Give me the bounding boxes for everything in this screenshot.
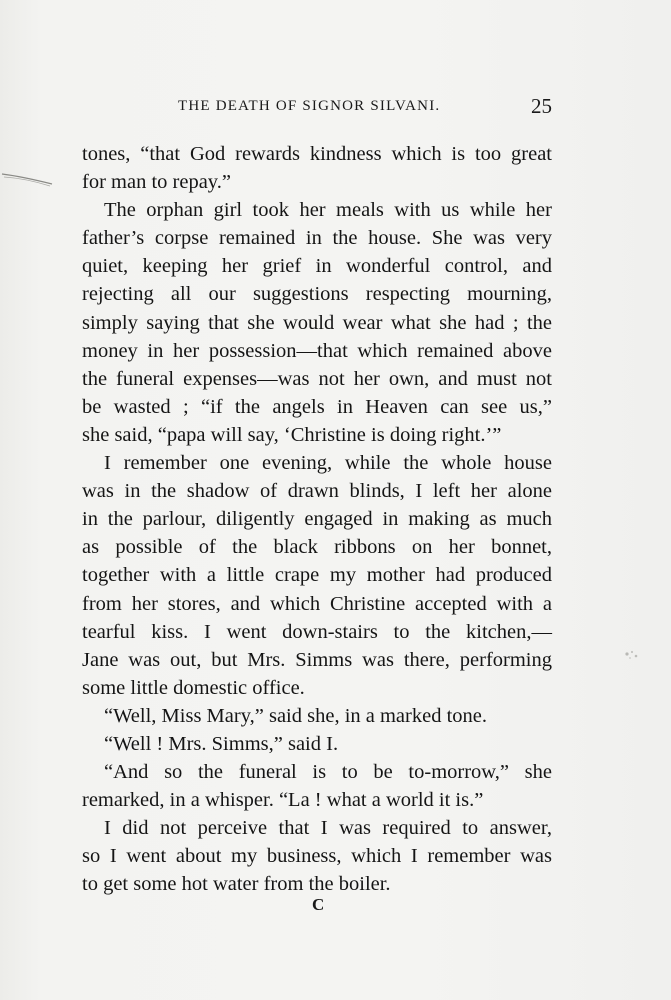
text-line: tearful kiss. I went down-stairs to the kitchen,— xyxy=(82,620,552,643)
text-line: I did not perceive that I was required to answer, xyxy=(104,817,552,840)
text-line: rejecting all our suggestions respecting mourning, xyxy=(82,283,552,306)
text-line: “Well, Miss Mary,” said she, in a marked tone. xyxy=(104,704,488,727)
signature-mark: C xyxy=(312,895,325,914)
text-line: The orphan girl took her meals with us while her xyxy=(104,199,552,222)
body-text xyxy=(82,140,552,899)
text-line: in the parlour, diligently engaged in making as much xyxy=(82,508,552,531)
text-line: I remember one evening, while the whole house xyxy=(104,452,552,475)
text-line: be wasted ; “if the angels in Heaven can see us,” xyxy=(82,395,552,418)
text-line: for man to repay.” xyxy=(82,171,231,194)
page-header xyxy=(82,94,552,124)
text-line: tones, “that God rewards kindness which is too great xyxy=(82,143,552,165)
text-line: she said, “papa will say, ‘Christine is doing right.’” xyxy=(82,423,502,446)
text-line: money in her possession—that which remained above xyxy=(82,339,552,362)
paper-scratch-mark xyxy=(0,160,60,190)
paper-speck-mark xyxy=(621,645,643,663)
text-line: “And so the funeral is to be to-morrow,” she xyxy=(104,761,552,784)
page-number: 25 xyxy=(531,94,552,118)
text-line: father’s corpse remained in the house. She was very xyxy=(82,227,552,250)
text-line: from her stores, and which Christine accepted with a xyxy=(82,592,552,615)
text-line: so I went about my business, which I remember was xyxy=(82,845,552,868)
text-line: was in the shadow of drawn blinds, I left her alone xyxy=(82,480,552,503)
text-line: together with a little crape my mother had produced xyxy=(82,564,552,587)
text-line: Jane was out, but Mrs. Simms was there, performing xyxy=(82,648,552,671)
text-line: quiet, keeping her grief in wonderful control, and xyxy=(82,255,552,278)
text-line: the funeral expenses—was not her own, and must not xyxy=(82,367,552,390)
text-line: as possible of the black ribbons on her bonnet, xyxy=(82,536,552,559)
text-line: “Well ! Mrs. Simms,” said I. xyxy=(104,732,339,755)
text-line: simply saying that she would wear what she had ; the xyxy=(82,311,552,334)
text-line: to get some hot water from the boiler. xyxy=(82,873,391,896)
running-head: THE DEATH OF SIGNOR SILVANI. xyxy=(178,98,441,114)
text-line: remarked, in a whisper. “La ! what a world it is.” xyxy=(82,789,484,812)
text-line: some little domestic office. xyxy=(82,676,305,699)
